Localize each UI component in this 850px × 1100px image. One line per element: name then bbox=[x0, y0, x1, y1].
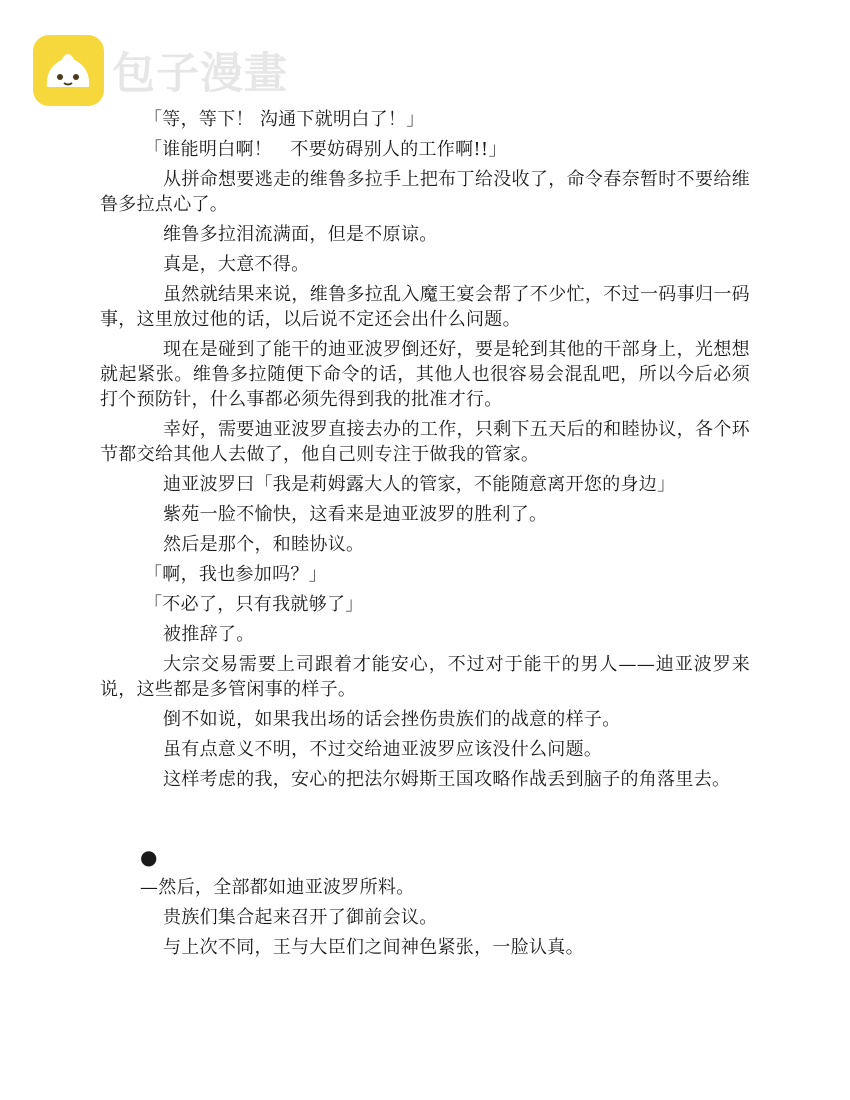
logo-text: 包子漫畫 bbox=[112, 49, 288, 99]
paragraph: 然后是那个，和睦协议。 bbox=[163, 534, 365, 555]
paragraph: 「等，等下！ 沟通下就明白了！」 bbox=[144, 109, 425, 130]
paragraph: 维鲁多拉泪流满面，但是不原谅。 bbox=[163, 224, 438, 245]
paragraph: 虽然就结果来说，维鲁多拉乱入魔王宴会帮了不少忙，不过一码事归一码事，这里放过他的话，以后说不定还会出什么问题。 bbox=[100, 284, 750, 330]
paragraph: 这样考虑的我，安心的把法尔姆斯王国攻略作战丢到脑子的角落里去。 bbox=[163, 769, 731, 790]
paragraph: 紫苑一脸不愉快，这看来是迪亚波罗的胜利了。 bbox=[163, 504, 548, 525]
paragraph: 「谁能明白啊！ 不要妨碍别人的工作啊!!」 bbox=[144, 139, 507, 160]
paragraph: 真是，大意不得。 bbox=[163, 254, 310, 275]
section-gap bbox=[100, 797, 750, 845]
section-bullet: ● bbox=[140, 845, 158, 869]
paragraph: 「啊，我也参加吗？」 bbox=[144, 564, 327, 585]
paragraph: 「不必了，只有我就够了」 bbox=[144, 594, 364, 615]
paragraph: 现在是碰到了能干的迪亚波罗倒还好，要是轮到其他的干部身上，光想想就起紧张。维鲁多拉随便下命令的话，其他人也很容易会混乱吧，所以今后必须打个预防针，什么事都必须先得到我的批准才行。 bbox=[100, 339, 750, 410]
bun-icon bbox=[33, 35, 104, 106]
paragraph: 幸好，需要迪亚波罗直接去办的工作，只剩下五天后的和睦协议，各个环节都交给其他人去做了，他自己则专注于做我的管家。 bbox=[100, 419, 750, 465]
paragraph: 倒不如说，如果我出场的话会挫伤贵族们的战意的样子。 bbox=[163, 709, 621, 730]
paragraph: —然后，全部都如迪亚波罗所料。 bbox=[140, 877, 415, 898]
document-body bbox=[100, 107, 750, 965]
paragraph: 与上次不同，王与大臣们之间神色紧张，一脸认真。 bbox=[163, 937, 584, 958]
paragraph: 贵族们集合起来召开了御前会议。 bbox=[163, 907, 438, 928]
site-logo bbox=[33, 35, 288, 106]
paragraph: 被推辞了。 bbox=[163, 624, 255, 645]
paragraph: 迪亚波罗曰「我是莉姆露大人的管家，不能随意离开您的身边」 bbox=[163, 474, 676, 495]
paragraph: 大宗交易需要上司跟着才能安心，不过对于能干的男人——迪亚波罗来说，这些都是多管闲事的样子。 bbox=[100, 654, 750, 700]
paragraph: 虽有点意义不明，不过交给迪亚波罗应该没什么问题。 bbox=[163, 739, 603, 760]
paragraph: 从拼命想要逃走的维鲁多拉手上把布丁给没收了，命令春奈暂时不要给维鲁多拉点心了。 bbox=[100, 169, 750, 215]
